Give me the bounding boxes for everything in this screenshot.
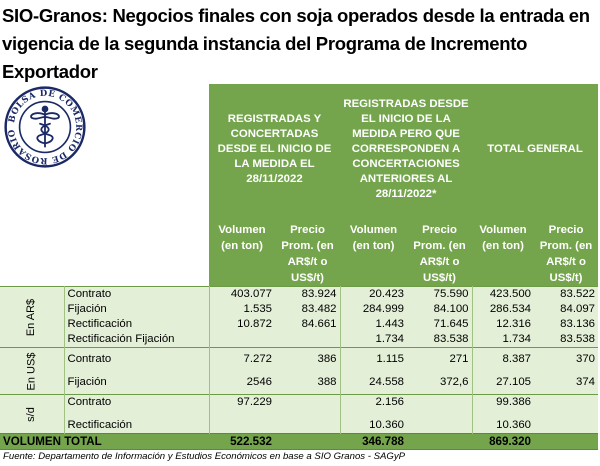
table-cell: 1.734 (340, 332, 407, 348)
table-cell: 99.386 (472, 395, 534, 415)
header-precio-3: Precio Prom. (en AR$/t o US$/t) (534, 214, 598, 287)
total-spacer (407, 434, 472, 450)
row-label: Rectificación Fijación (64, 332, 209, 348)
section-label-usd: En US$ (0, 348, 64, 395)
total-label: VOLUMEN TOTAL (0, 434, 209, 450)
table-cell: 7.272 (209, 348, 275, 372)
soja-business-table (0, 84, 598, 450)
total-volume-1: 522.532 (209, 434, 275, 450)
table-cell: 423.500 (472, 287, 534, 303)
row-label: Rectificación (64, 414, 209, 434)
header-group-prior-concertations: REGISTRADAS DESDE EL INICIO DE LA MEDIDA PERO QUE CORRESPONDEN A CONCERTACIONES ANTERIORES AL 28/11/2022* (340, 84, 472, 214)
table-cell: 1.443 (340, 317, 407, 332)
table-cell: 84.100 (407, 302, 472, 317)
total-spacer (534, 434, 598, 450)
header-group-registered-concerted: REGISTRADAS Y CONCERTADAS DESDE EL INICIO DE LA MEDIDA EL 28/11/2022 (209, 84, 340, 214)
total-volume-2: 346.788 (340, 434, 407, 450)
header-volumen-1: Volumen (en ton) (209, 214, 275, 287)
row-label: Rectificación (64, 317, 209, 332)
table-cell: 1.115 (340, 348, 407, 372)
table-cell: 27.105 (472, 371, 534, 395)
table-cell: 83.538 (407, 332, 472, 348)
total-volume-3: 869.320 (472, 434, 534, 450)
table-cell (275, 395, 340, 415)
table-cell: 97.229 (209, 395, 275, 415)
table-cell: 75.590 (407, 287, 472, 303)
table-cell (407, 414, 472, 434)
table-cell: 83.538 (534, 332, 598, 348)
table-cell: 10.360 (472, 414, 534, 434)
header-volumen-3: Volumen (en ton) (472, 214, 534, 287)
table-cell: 370 (534, 348, 598, 372)
table-cell: 83.924 (275, 287, 340, 303)
table-cell: 284.999 (340, 302, 407, 317)
table-cell: 83.482 (275, 302, 340, 317)
table-cell: 386 (275, 348, 340, 372)
header-volumen-2: Volumen (en ton) (340, 214, 407, 287)
table-cell: 374 (534, 371, 598, 395)
table-cell: 83.136 (534, 317, 598, 332)
caduceus-seal-icon (4, 86, 86, 168)
table-cell: 10.360 (340, 414, 407, 434)
header-precio-2: Precio Prom. (en AR$/t o US$/t) (407, 214, 472, 287)
header-precio-1: Precio Prom. (en AR$/t o US$/t) (275, 214, 340, 287)
row-label: Contrato (64, 348, 209, 372)
table-cell: 12.316 (472, 317, 534, 332)
table-cell (275, 414, 340, 434)
section-label-sd: s/d (0, 395, 64, 434)
table-cell: 271 (407, 348, 472, 372)
row-label: Fijación (64, 371, 209, 395)
logo-text: BOLSA DE COMERCIO DE ROSARIO (6, 88, 84, 166)
table-cell: 20.423 (340, 287, 407, 303)
row-label: Fijación (64, 302, 209, 317)
table-cell: 83.522 (534, 287, 598, 303)
table-cell: 1.535 (209, 302, 275, 317)
table-cell (534, 414, 598, 434)
total-spacer (275, 434, 340, 450)
table-cell: 84.661 (275, 317, 340, 332)
table-cell: 388 (275, 371, 340, 395)
row-label: Contrato (64, 287, 209, 303)
table-cell: 8.387 (472, 348, 534, 372)
table-cell: 403.077 (209, 287, 275, 303)
table-cell (209, 414, 275, 434)
table-cell: 10.872 (209, 317, 275, 332)
table-cell: 286.534 (472, 302, 534, 317)
table-cell: 84.097 (534, 302, 598, 317)
table-cell: 2.156 (340, 395, 407, 415)
header-group-total-general: TOTAL GENERAL (472, 84, 598, 214)
table-cell (407, 395, 472, 415)
table-cell (275, 332, 340, 348)
table-cell (209, 332, 275, 348)
section-label-ars: En AR$ (0, 287, 64, 348)
row-label: Contrato (64, 395, 209, 415)
table-cell: 2546 (209, 371, 275, 395)
table-cell: 24.558 (340, 371, 407, 395)
table-cell: 1.734 (472, 332, 534, 348)
table-cell: 372,6 (407, 371, 472, 395)
table-cell (534, 395, 598, 415)
table-cell: 71.645 (407, 317, 472, 332)
page-title: SIO-Granos: Negocios finales con soja operados desde la entrada en vigencia de la segunda instancia del Programa de Incremento Exportador (2, 5, 590, 82)
source-note: Fuente: Departamento de Información y Estudios Económicos en base a SIO Granos - SAGyP (3, 451, 406, 462)
